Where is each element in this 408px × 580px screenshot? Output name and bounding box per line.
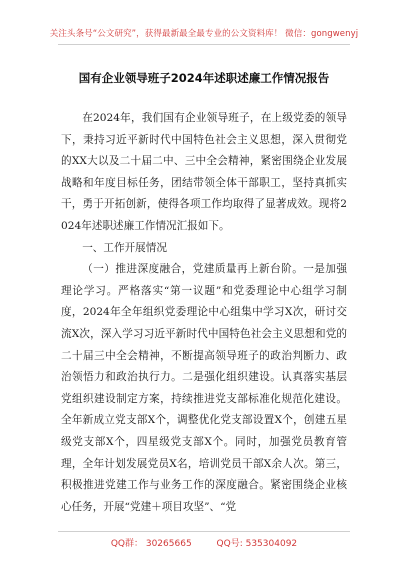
header-divider	[58, 44, 350, 45]
document-body	[61, 108, 347, 518]
footer-divider	[58, 531, 350, 532]
document-title: 国有企业领导班子2024年述职述廉工作情况报告	[78, 71, 330, 85]
footer-qq-number: QQ号: 535304092	[216, 539, 298, 549]
footer-contacts	[0, 536, 408, 549]
body-paragraph: （一）推进深度融合，党建质量再上新台阶。一是加强理论学习。严格落实“第一议题”和党委理论中心组学习制度，2024年全年组织党委理论中心组集中学习X次，研讨交流X次，深入学习习近平新时代中国特色社会主义思想和党的二十届三中全会精神，不断提高领导班子的政治判断力、政治领悟力和政治执行力。二是强化组织建设。认真落实基层党组织建设制定方案，持续推进党支部标准化规范化建设。全年新成立党支部X个，调整优化党支部设置X个，创建五星级党支部X个，四星级党支部X个。同时，加强党员教育管理，全年计划发展党员X名，培训党员干部X余人次。第三，积极推进党建工作与业务工作的深度融合。紧密围绕企业核心任务，开展“党建＋项目攻坚”、“党	[61, 263, 347, 513]
intro-paragraph: 在2024年，我们国有企业领导班子，在上级党委的领导下，秉持习近平新时代中国特色社会主义思想，深入贯彻党的XX大以及二十届二中、三中全会精神，紧密围绕企业发展战略和年度目标任务，团结带领全体干部职工，坚持真抓实干，勇于开拓创新，使得各项工作均取得了显著成效。现将2024年述职述廉工作情况汇报如下。	[61, 112, 347, 232]
footer-qq-group: QQ群： 30265665	[110, 539, 192, 549]
section-heading: 一、工作开展情况	[82, 241, 167, 254]
header-notice: 关注头条号“公文研究”，获得最新最全最专业的公文资料库！ 微信：gongwenyj	[49, 29, 359, 39]
